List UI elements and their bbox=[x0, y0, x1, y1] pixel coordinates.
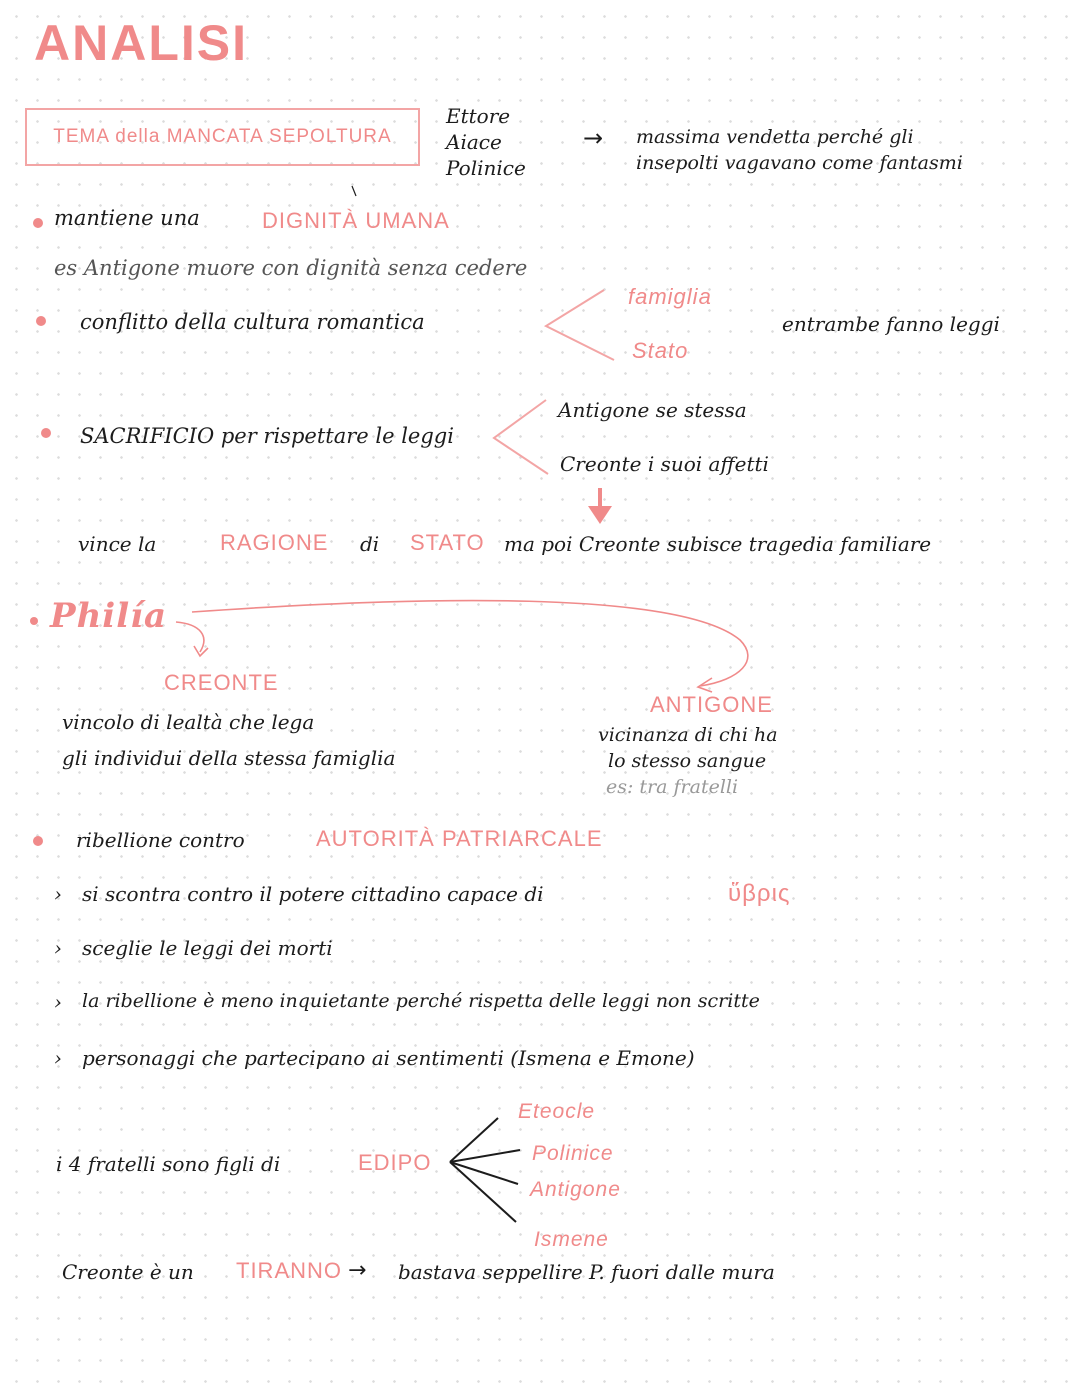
tiranno-highlight: TIRANNO bbox=[236, 1258, 342, 1283]
theme-name-aiace: Aiace bbox=[446, 130, 502, 154]
ribellione-prefix: ribellione contro bbox=[76, 828, 245, 852]
sacrificio-branch-creonte: Creonte i suoi affetti bbox=[560, 452, 769, 476]
tiranno-prefix: Creonte è un bbox=[62, 1260, 194, 1284]
ribellione-item-4: personaggi che partecipano ai sentimenti (Ismena e Emone) bbox=[82, 1046, 695, 1070]
ribellione-item-3: la ribellione è meno inquietante perché rispetta delle leggi non scritte bbox=[82, 990, 760, 1012]
philia-creonte-label: CREONTE bbox=[164, 670, 279, 695]
philia-arrow-creonte-icon bbox=[176, 622, 204, 652]
ribellione-marker-icon: › bbox=[54, 1046, 62, 1070]
conflitto-branch-famiglia: famiglia bbox=[628, 284, 712, 309]
conflitto-text: conflitto della cultura romantica bbox=[80, 310, 425, 334]
vince-suffix: ma poi Creonte subisce tragedia familiare bbox=[504, 532, 932, 556]
vince-highlight-stato: STATO bbox=[410, 530, 485, 555]
philia-arrow-antigone-icon bbox=[192, 601, 748, 686]
ribellione-item-1-highlight: ὕβρις bbox=[728, 880, 791, 907]
sacrificio-branch-antigone: Antigone se stessa bbox=[558, 398, 747, 422]
figli-branch-polinice: Polinice bbox=[532, 1142, 614, 1165]
figli-highlight: EDIPO bbox=[358, 1150, 432, 1175]
accent-mark-icon bbox=[352, 186, 356, 196]
theme-result-line2: insepolti vagavano come fantasmi bbox=[636, 152, 963, 174]
philia-antigone-label: ANTIGONE bbox=[650, 692, 773, 717]
philia-title: Philía bbox=[50, 596, 168, 636]
theme-box-label: TEMA della MANCATA SEPOLTURA bbox=[53, 126, 392, 147]
philia-antigone-line1: vicinanza di chi ha bbox=[598, 724, 778, 746]
ribellione-highlight: AUTORITÀ PATRIARCALE bbox=[316, 826, 603, 851]
conflitto-branch-stato: Stato bbox=[632, 338, 689, 363]
tiranno-suffix: bastava seppellire P. fuori dalle mura bbox=[398, 1260, 775, 1284]
theme-name-polinice: Polinice bbox=[446, 156, 526, 180]
tiranno-arrow-icon: → bbox=[348, 1258, 367, 1283]
down-arrow-head-icon bbox=[588, 506, 612, 524]
philia-antigone-line3: es: tra fratelli bbox=[606, 776, 739, 798]
philia-creonte-line2: gli individui della stessa famiglia bbox=[62, 746, 396, 770]
page-title: ANALISI bbox=[34, 15, 248, 71]
conflitto-note: entrambe fanno leggi bbox=[782, 312, 1000, 336]
ribellione-item-2: sceglie le leggi dei morti bbox=[82, 936, 333, 960]
vince-mid: di bbox=[360, 532, 380, 556]
figli-prefix: i 4 fratelli sono figli di bbox=[56, 1152, 281, 1176]
vince-prefix: vince la bbox=[78, 532, 157, 556]
figli-branch-ismene: Ismene bbox=[534, 1228, 609, 1251]
fan-line-icon bbox=[450, 1162, 516, 1222]
figli-branch-eteocle: Eteocle bbox=[518, 1100, 596, 1123]
philia-antigone-line2: lo stesso sangue bbox=[608, 750, 767, 772]
vince-highlight-ragione: RAGIONE bbox=[220, 530, 329, 555]
fan-line-icon bbox=[450, 1162, 518, 1184]
theme-result-line1: massima vendetta perché gli bbox=[636, 126, 914, 148]
philia-creonte-line1: vincolo di lealtà che lega bbox=[62, 710, 315, 734]
theme-name-ettore: Ettore bbox=[446, 104, 511, 128]
figli-branch-antigone: Antigone bbox=[530, 1178, 621, 1201]
ribellione-marker-icon: › bbox=[54, 990, 62, 1014]
dignita-prefix: mantiene una bbox=[54, 206, 200, 230]
split-bracket-icon bbox=[494, 400, 548, 474]
sacrificio-text: SACRIFICIO per rispettare le leggi bbox=[80, 424, 454, 448]
theme-arrow-icon: → bbox=[583, 124, 604, 152]
ribellione-marker-icon: › bbox=[54, 936, 62, 960]
dignita-example: es Antigone muore con dignità senza cedere bbox=[54, 256, 528, 280]
ribellione-item-1: si scontra contro il potere cittadino capace di bbox=[82, 882, 544, 906]
ribellione-marker-icon: › bbox=[54, 882, 62, 906]
dignita-highlight: DIGNITÀ UMANA bbox=[262, 208, 450, 233]
split-bracket-icon bbox=[546, 290, 614, 360]
